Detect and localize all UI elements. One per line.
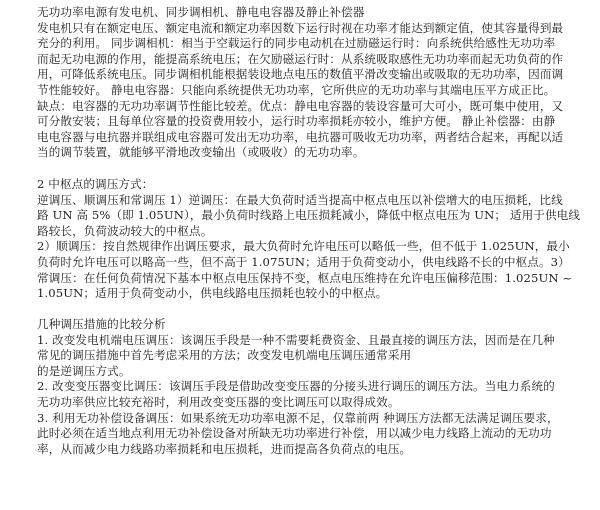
text-line: 路较长，负荷波动较大的中枢点。 xyxy=(37,223,213,238)
text-line: 逆调压、顺调压和常调压 1）逆调压：在最大负荷时适当提高中枢点电压以补偿增大的电压损耗，比线 xyxy=(37,192,563,207)
section-pilot-node-voltage-regulation xyxy=(37,177,581,302)
text-line: 2 中枢点的调压方式： xyxy=(37,177,154,191)
text-line: 1. 改变发电机端电压调压：该调压手段是一种不需要耗费资金、且最直接的调压方法，因而是在几种 xyxy=(37,332,555,347)
text-line: 缺点：电容器的无功功率调节性能比较差。优点：静电电容器的装设容量可大可小，既可集中使用，又 xyxy=(37,98,564,113)
text-line: 当的调节装置，就能够平滑地改变输出（或吸收）的无功功率。 xyxy=(37,145,365,160)
text-line: 3. 利用无功补偿设备调压：如果系统无功功率电源不足，仅靠前两 种调压方法都无法满足调压要求， xyxy=(37,410,559,425)
text-line: 2）顺调压：按自然规律作出调压要求，最大负荷时允许电压可以略低一些，但不低于 1.025UN，最小 xyxy=(37,239,570,254)
section-regulation-comparison xyxy=(37,317,557,457)
text-line: 无功功率电源有发电机、同步调相机、静电电容器及静止补偿器 xyxy=(37,5,365,19)
text-line: 负荷时允许电压可以略高一些，但不高于 1.075UN；适用于负荷变动小，供电线路不长的中枢点。3） xyxy=(37,254,570,269)
text-line: 而起无功电源的作用，能提高系统电压；在欠励磁运行时：从系统吸取感性无功功率而起无功负荷的作 xyxy=(37,51,564,66)
text-line: 发电机只有在额定电压、额定电流和额定功率因数下运行时视在功率才能达到额定值，使其容量得到最 xyxy=(37,20,564,35)
text-line: 可分散安装；且每单位容量的投资费用较小，运行时功率损耗亦较小，维护方便。 静止补偿器：由静 xyxy=(37,114,556,129)
text-line: 常调压：在任何负荷情况下基本中枢点电压保持不变，枢点电压维持在允许电压偏移范围：1.025UN ~ xyxy=(37,270,573,285)
text-line: 1.05UN；适用于负荷变动小，供电线路电压损耗也较小的中枢点。 xyxy=(37,286,388,301)
text-line: 几种调压措施的比较分析 xyxy=(37,317,166,331)
text-line: 2. 改变变压器变比调压：该调压手段是借助改变变压器的分接头进行调压的调压方法。当电力系统的 xyxy=(37,379,555,394)
text-line: 路 UN 高 5%（即 1.05UN），最小负荷时线路上电压损耗减小，降低中枢点电压为 UN； 适用于供电线 xyxy=(37,208,581,223)
section-reactive-power-sources xyxy=(37,5,564,161)
text-line: 电电容器与电抗器并联组成电容器可发出无功功率，电抗器可吸收无功功率，两者结合起来，再配以适 xyxy=(37,129,564,144)
text-line: 节性能较好。 静电电容器：只能向系统提供无功功率，它所供应的无功功率与其端电压平方成正比。 xyxy=(37,82,556,97)
text-line: 此时必须在适当地点利用无功补偿设备对所缺无功功率进行补偿，用以减少电力线路上流动的无功功 xyxy=(37,426,552,441)
text-line: 常见的调压措施中首先考虑采用的方法；改变发电机端电压调压通常采用 xyxy=(37,348,412,363)
text-line: 无功功率供应比较充裕时，利用改变变压器的变比调压可以取得成效。 xyxy=(37,394,400,409)
text-line: 充分的利用。 同步调相机：相当于空载运行的同步电动机在过励磁运行时：向系统供给感性无功功率 xyxy=(37,36,556,51)
text-line: 的是逆调压方式。 xyxy=(37,363,131,378)
text-line: 率，从而减少电力线路功率损耗和电压损耗，进而提高各负荷点的电压。 xyxy=(37,441,412,456)
text-line: 用，可降低系统电压。同步调相机能根据装设地点电压的数值平滑改变输出或吸取的无功功率，因而调 xyxy=(37,67,564,82)
